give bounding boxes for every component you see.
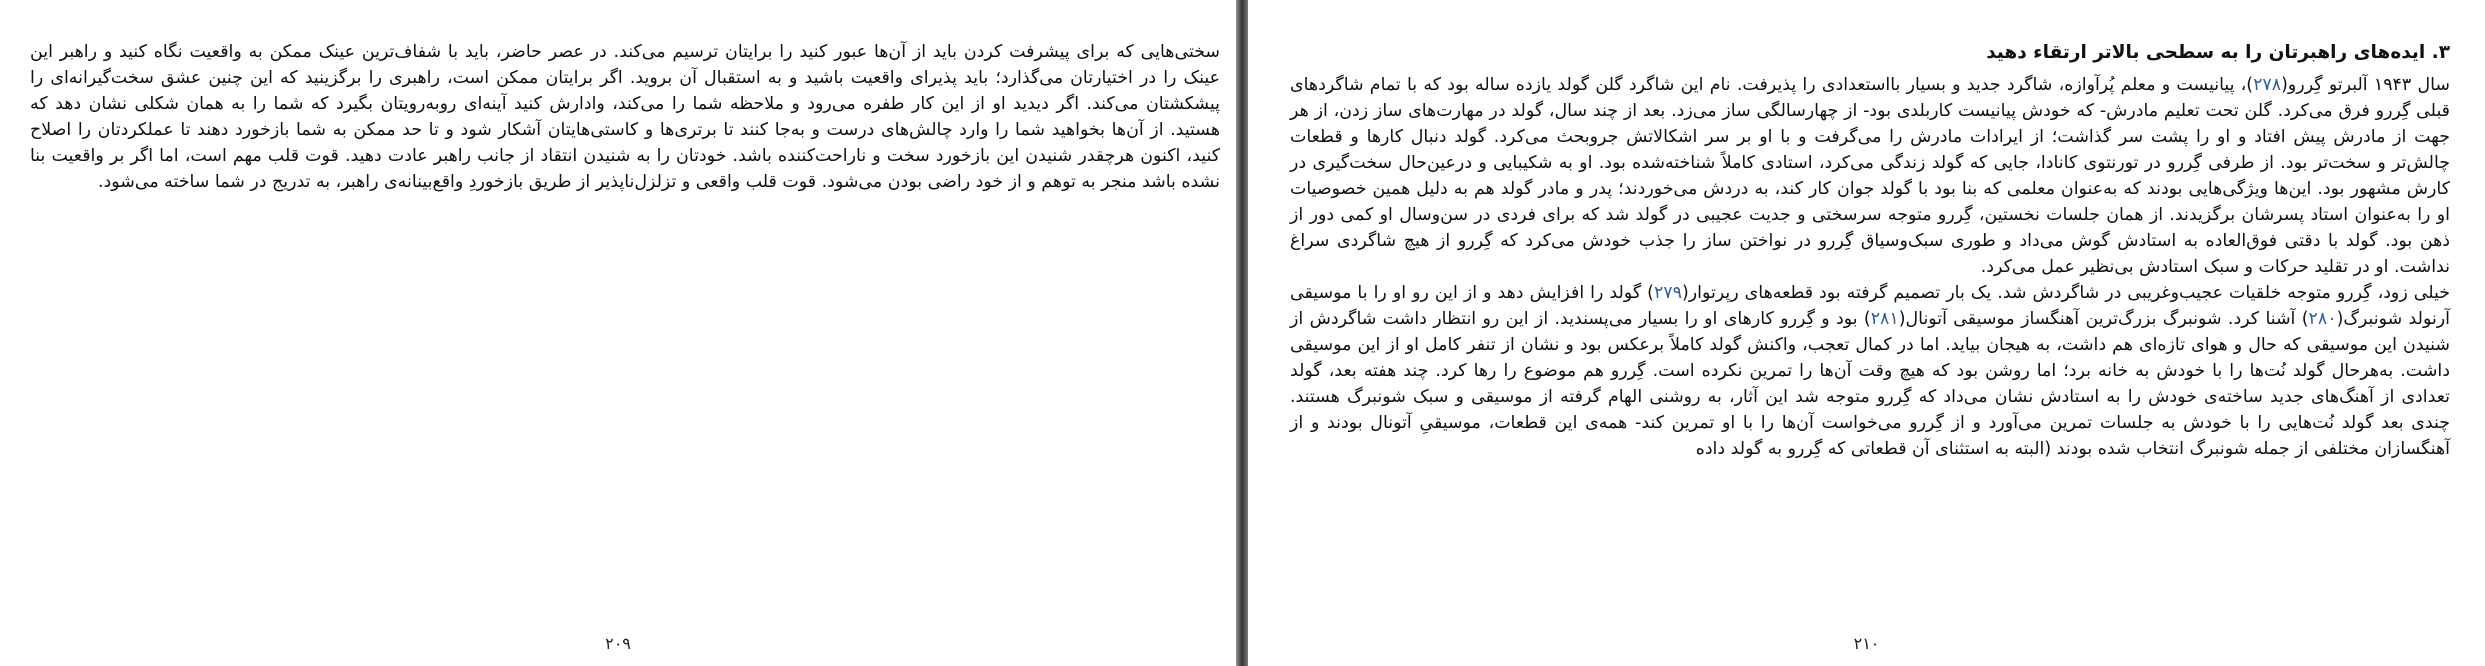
right-page-number: ۲۱۰ — [1853, 634, 1880, 653]
paragraph-text: )، پیانیست و معلم پُرآوازه، شاگرد جدید و بسیار بااستعدادی را پذیرفت. نام این شاگرد گلن گولد یازده ساله بود که با تمام شاگردهای قبلی گِررو فرق می‌کرد. گلن تحت تعلیم مادرش- که خودش پیانیست کاربلدی بود- از چهارسالگی ساز می‌زد. بعد از چند سال، گولد در مهارت‌های ساز زدن، از هر جهت از مادرش پیش افتاد و او را پشت سر گذاشت؛ از ایرادات مادرش را می‌گرفت و با او بر سر اشکالاتش جروبحث می‌کرد. گولد دنبال کارها و قطعات چالش‌تر و سخت‌تر بود. از طرفی گِررو در تورنتوی کانادا، جایی که گولد زندگی می‌کرد، استادی کاملاً شناخته‌شده بود. او به شکیبایی و درعین‌حال سخت‌گیری در کارش مشهور بود. این‌ها ویژگی‌هایی بودند که به‌عنوان معلمی که بنا بود با گولد جوان کار کند، به دردش می‌خوردند؛ پدر و مادر گولد هم به دلیل همین خصوصیات او را به‌عنوان استاد پسرشان برگزیدند. از همان جلسات نخستین، گِررو متوجه سرسختی و جدیت عجیبی در گولد شد که برای فردی در سن‌وسال او کمی دور از ذهن بود. گولد با دقتی فوق‌العاده به استادش گوش می‌داد و طوری سبک‌وسیاق گِررو در نواختن ساز را جذب خودش می‌کرد که گِررو از هیچ شاگردی سراغ نداشت. او در تقلید حرکات و سبک استادش بی‌نظیر عمل می‌کرد. — [1290, 75, 2450, 277]
footnote-reference[interactable]: ۲۷۸ — [2253, 75, 2282, 95]
section-heading: ۳. ایده‌های راهبرتان را به سطحی بالاتر ارتقاء دهید — [1986, 42, 2450, 63]
paragraph-text: ) گولد را افزایش دهد و از این رو او را با موسیقی آرنولد شونبرگ( — [1290, 283, 2451, 329]
paragraph-text: ) آشنا کرد. شونبرگ بزرگ‌ترین آهنگساز موسیقی آتونال( — [1898, 309, 2309, 329]
left-page-number: ۲۰۹ — [605, 634, 631, 653]
right-page-paragraph-2 — [1290, 280, 2450, 462]
book-gutter — [1236, 0, 1248, 666]
left-page-paragraph: سختی‌هایی که برای پیشرفت کردن باید از آن‌ها عبور کنید را برایتان ترسیم می‌کند. در عصر حاضر، باید با شفاف‌ترین عینک ممکن به واقعیت نگاه کنید و راهبر این عینک را در اختیارتان می‌گذارد؛ باید پذیرای واقعیت باشید و به استقبال آن بروید. اگر برایتان ممکن است، راهبری را برگزینید که این چنین عشق سخت‌گیرانه‌ای را پیشکشتان می‌کند. اگر دیدید او از این کار طفره می‌رود و ملاحظه شما را می‌کند، وادارش کنید آینه‌ای روبه‌رویتان بگیرد که شما را به همان شکلی نشان دهد که هستید. از آن‌ها بخواهید شما را وارد چالش‌های درست و به‌جا کنند تا برتری‌ها و کاستی‌هایتان آشکار شود و تا حد ممکن به شما بازخورد دهند تا عملکردتان را اصلاح کنید، اکنون هرچقدر شنیدن این بازخورد سخت و ناراحت‌کننده باشد. خودتان را به شنیدن انتقاد از جانب راهبر عادت دهید. قوت قلب مهم است، اما اگر بر واقعیت بنا نشده باشد منجر به توهم و از خود راضی بودن می‌شود. قوت قلب واقعی و تزلزل‌ناپذیر از طریق بازخوردِ واقع‌بینانه‌ی راهبر، به تدریج در شما ساخته می‌شود. — [30, 42, 1220, 192]
footnote-reference[interactable]: ۲۷۹ — [1653, 283, 1682, 303]
right-page-paragraph-1 — [1290, 72, 2450, 280]
paragraph-text: ) بود و گِررو کارهای او را بسیار می‌پسندید. از این رو انتظار داشت شاگردش از شنیدن این موسیقی که حال و هوای تازه‌ای هم داشت، به هیجان بیاید. اما در کمال تعجب، واکنش گولد کاملاً برعکس بود و نشان از تنفر کامل او از این موسیقی داشت. به‌هرحال گولد نُت‌ها را با خودش به خانه برد؛ اما روشن بود که هیچ وقت آن‌ها را تمرین نکرده است. گِررو هم موضوع را رها کرد. چند هفته بعد، گولد تعدادی از آهنگ‌های جدید ساخته‌ی خودش را به استادش نشان می‌داد که گِررو متوجه شد این آثار، به روشنی الهام گرفته از موسیقی و سبک شونبرگ هستند. چندی بعد گولد نُت‌هایی را با خودش به جلسات تمرین می‌آورد و از گِررو می‌خواست آن‌ها را با او تمرین کند- همه‌ی این قطعات، موسیقیِ آتونال بودند و از آهنگسازان مختلفی از جمله شونبرگ انتخاب شده بودند (البته به استثنای آن قطعاتی که گِررو به گولد داده — [1290, 309, 2450, 459]
right-page-body — [1290, 72, 2450, 462]
right-page — [1248, 0, 2485, 666]
left-page — [0, 0, 1236, 666]
paragraph-text: سال ۱۹۴۳ آلبرتو گِررو( — [2281, 75, 2450, 95]
footnote-reference[interactable]: ۲۸۰ — [2308, 309, 2337, 329]
paragraph-text: خیلی زود، گِررو متوجه خلقیات عجیب‌وغریبی در شاگردش شد. یک بار تصمیم گرفته بود قطعه‌های رپرتوار( — [1681, 283, 2451, 303]
footnote-reference[interactable]: ۲۸۱ — [1870, 309, 1899, 329]
